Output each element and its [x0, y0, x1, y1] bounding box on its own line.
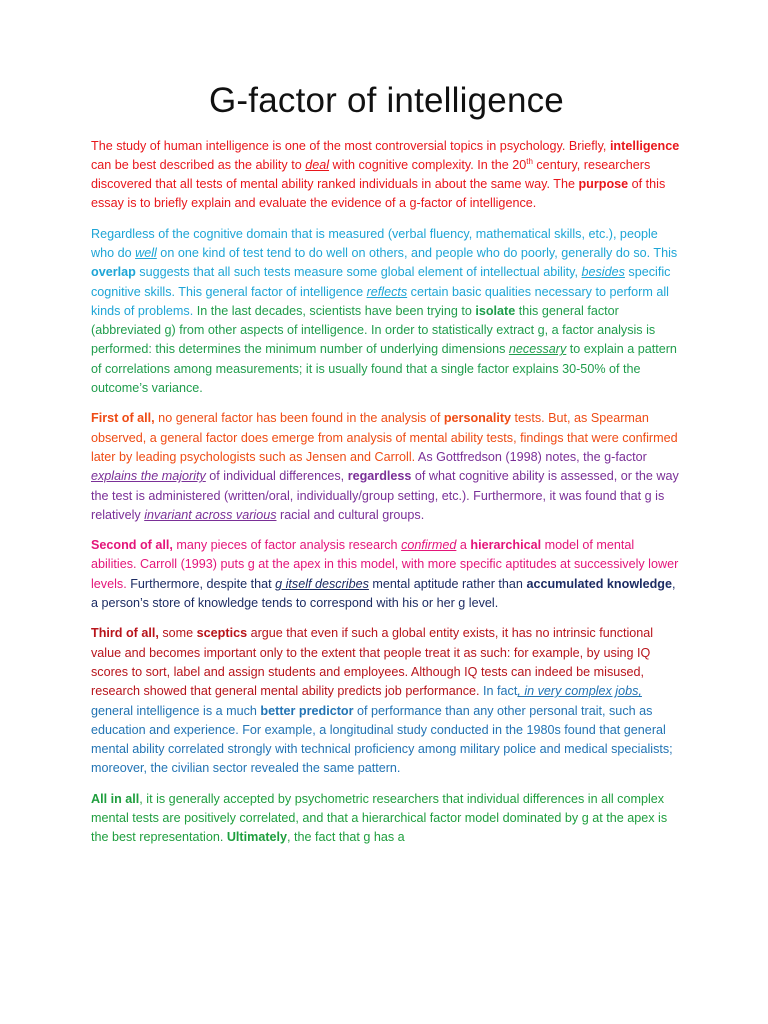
text-segment: , it is generally accepted by psychometric researchers that individual differences in all complex mental tests are positively correlated, and that a hierarchical factor model dominated by g at the apex is the best representation.	[91, 791, 668, 845]
text-segment: century, researchers discovered that all tests of mental ability ranked individuals in about the same way. The	[91, 157, 651, 192]
paragraph-intro	[91, 137, 682, 214]
text-segment: of what cognitive ability is assessed, or the way the test is administered (written/oral, individually/group setting, etc.). Furthermore, it was found that g is relatively	[91, 469, 679, 522]
text-segment: The study of human intelligence is one of the most controversial topics in psychology. Briefly,	[91, 138, 610, 153]
text-segment: Third of all,	[91, 626, 159, 641]
text-segment: tests. But, as Spearman observed, a general factor does emerge from analysis of mental ability tests, findings that were confirmed later by leading psychologists such as Jensen and Carroll.	[91, 411, 678, 464]
text-segment: general intelligence is a much	[91, 703, 261, 718]
text-segment: Furthermore, despite that	[130, 576, 276, 591]
text-segment: to explain a pattern of correlations among measurements; it is usually found that a single factor explains 30-50% of the outcome’s variance.	[91, 342, 677, 396]
text-segment: overlap	[91, 265, 136, 280]
text-segment: some	[158, 626, 197, 641]
text-segment: certain basic qualities necessary to perform all kinds of problems.	[91, 284, 669, 318]
text-segment: isolate	[475, 303, 516, 318]
text-segment: , the fact that g has a	[287, 830, 405, 845]
text-segment: reflects	[366, 284, 408, 299]
paragraph-body-4	[91, 624, 682, 778]
text-segment: explains the majority	[91, 469, 206, 484]
text-segment: specific cognitive skills. This general factor of intelligence	[91, 265, 671, 299]
text-segment: personality	[443, 411, 512, 426]
text-segment: mental aptitude rather than	[368, 576, 527, 591]
paragraph-body-3	[91, 536, 682, 613]
text-segment: model of mental abilities. Carroll (1993) puts g at the apex in this model, with more specific aptitudes at successively lower levels.	[91, 538, 679, 591]
text-segment: argue that even if such a global entity exists, it has no intrinsic functional value and becomes important only to the extent that people treat it as such: for example, by using IQ scores to sort, label and assign students and employees. Although IQ tests can indeed be misused, research showed that general mental ability predicts job performance.	[91, 626, 654, 699]
text-segment: deal	[305, 157, 330, 172]
text-segment: invariant across various	[144, 507, 277, 522]
text-segment: besides	[581, 265, 625, 280]
text-segment: Ultimately	[226, 830, 288, 845]
text-segment: intelligence	[609, 138, 680, 153]
paragraph-conclusion	[91, 790, 682, 848]
text-segment: , a person’s store of knowledge tends to correspond with his or her g level.	[91, 576, 676, 611]
text-segment: necessary	[508, 342, 567, 357]
text-segment: on one kind of test tend to do well on others, and people who do poorly, generally do so. This	[156, 245, 678, 260]
text-segment: suggests that all such tests measure some global element of intellectual ability,	[135, 265, 582, 280]
text-segment: racial and cultural groups.	[276, 507, 425, 522]
text-segment: As Gottfredson (1998) notes, the g-factor	[417, 449, 647, 464]
text-segment: regardless	[347, 469, 412, 484]
text-segment: of this essay is to briefly explain and evaluate the evidence of a g-factor of intelligence.	[91, 177, 666, 211]
text-segment: accumulated knowledge	[526, 576, 673, 591]
page-title: G-factor of intelligence	[209, 81, 564, 120]
text-segment: purpose	[578, 177, 629, 192]
text-segment: hierarchical	[470, 538, 542, 553]
text-segment: Regardless of the cognitive domain that is measured (verbal fluency, mathematical skills, etc.), people who do	[91, 226, 658, 260]
text-segment: th	[526, 156, 533, 166]
text-segment: can be best described as the ability to	[91, 157, 306, 172]
text-segment: In the last decades, scientists have been trying to	[196, 303, 476, 318]
text-segment: confirmed	[401, 538, 457, 553]
text-segment: with cognitive complexity. In the 20	[329, 157, 527, 172]
paragraph-body-1	[91, 225, 682, 399]
text-segment: sceptics	[196, 626, 248, 641]
text-segment: In fact	[483, 684, 518, 699]
text-segment: Second of all,	[91, 538, 173, 553]
paragraph-body-2	[91, 409, 682, 525]
text-segment: a	[456, 538, 471, 553]
text-segment: of individual differences,	[205, 469, 348, 484]
text-segment: First of all,	[91, 411, 155, 426]
text-segment: , in very complex jobs,	[517, 684, 642, 699]
document-body	[91, 137, 682, 848]
text-segment: many pieces of factor analysis research	[172, 538, 402, 553]
text-segment: no general factor has been found in the analysis of	[154, 411, 444, 426]
text-segment: All in all	[91, 791, 140, 806]
text-segment: of performance than any other personal trait, such as education and experience. For example, a longitudinal study conducted in the 1980s found that general mental ability correlated strongly with technical proficiency among military police and medical specialists; moreover, the civilian sector revealed the same pattern.	[91, 703, 673, 776]
text-segment: g itself describes	[275, 576, 369, 591]
text-segment: well	[135, 245, 157, 260]
text-segment: better predictor	[260, 703, 354, 718]
text-segment: this general factor (abbreviated g) from other aspects of intelligence. In order to statistically extract g, a factor analysis is performed: this determines the minimum number of underlying dimensions	[91, 303, 656, 357]
